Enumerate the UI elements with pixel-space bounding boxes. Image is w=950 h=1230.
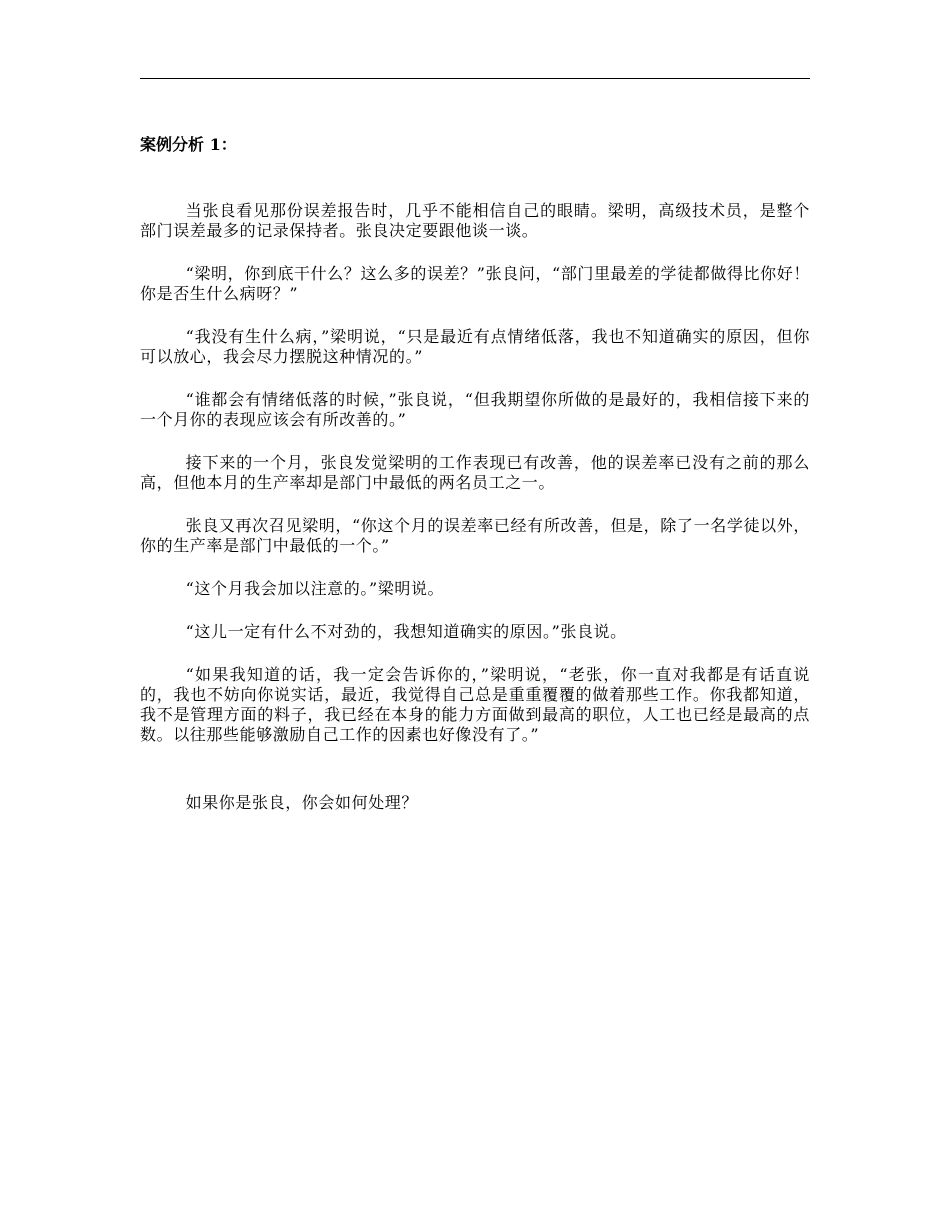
paragraph: “如果我知道的话，我一定会告诉你的，”梁明说，“老张，你一直对我都是有话直说的，我也不妨向你说实话，最近，我觉得自己总是重重覆覆的做着那些工作。你我都知道，我不是管理方面的料子，我已经在本身的能力方面做到最高的职位，人工也已经是最高的点数。以往那些能够激励自己工作的因素也好像没有了。” xyxy=(140,665,810,744)
header-rule xyxy=(140,78,810,79)
paragraph: 当张良看见那份误差报告时，几乎不能相信自己的眼睛。梁明，高级技术员，是整个部门误差最多的记录保持者。张良决定要跟他谈一谈。 xyxy=(140,201,810,240)
paragraph: “这儿一定有什么不对劲的，我想知道确实的原因。”张良说。 xyxy=(185,622,627,641)
discussion-question: 如果你是张良，你会如何处理？ xyxy=(185,793,418,812)
paragraph: “我没有生什么病，”梁明说，“只是最近有点情绪低落，我也不知道确实的原因，但你可以放心，我会尽力摆脱这种情况的。” xyxy=(140,327,810,366)
paragraph: “梁明，你到底干什么？这么多的误差？”张良问，“部门里最差的学徒都做得比你好！你是否生什么病呀？” xyxy=(140,264,810,303)
case-body xyxy=(140,201,810,813)
paragraph: “谁都会有情绪低落的时候，”张良说，“但我期望你所做的是最好的，我相信接下来的一个月你的表现应该会有所改善的。” xyxy=(140,390,810,429)
paragraph: 张良又再次召见梁明，“你这个月的误差率已经有所改善，但是，除了一名学徒以外，你的生产率是部门中最低的一个。” xyxy=(140,516,810,555)
case-heading: 案例分析 1： xyxy=(140,135,237,154)
paragraph: “这个月我会加以注意的。”梁明说。 xyxy=(185,579,445,598)
paragraph: 接下来的一个月，张良发觉梁明的工作表现已有改善，他的误差率已没有之前的那么高，但他本月的生产率却是部门中最低的两名员工之一。 xyxy=(140,453,810,492)
